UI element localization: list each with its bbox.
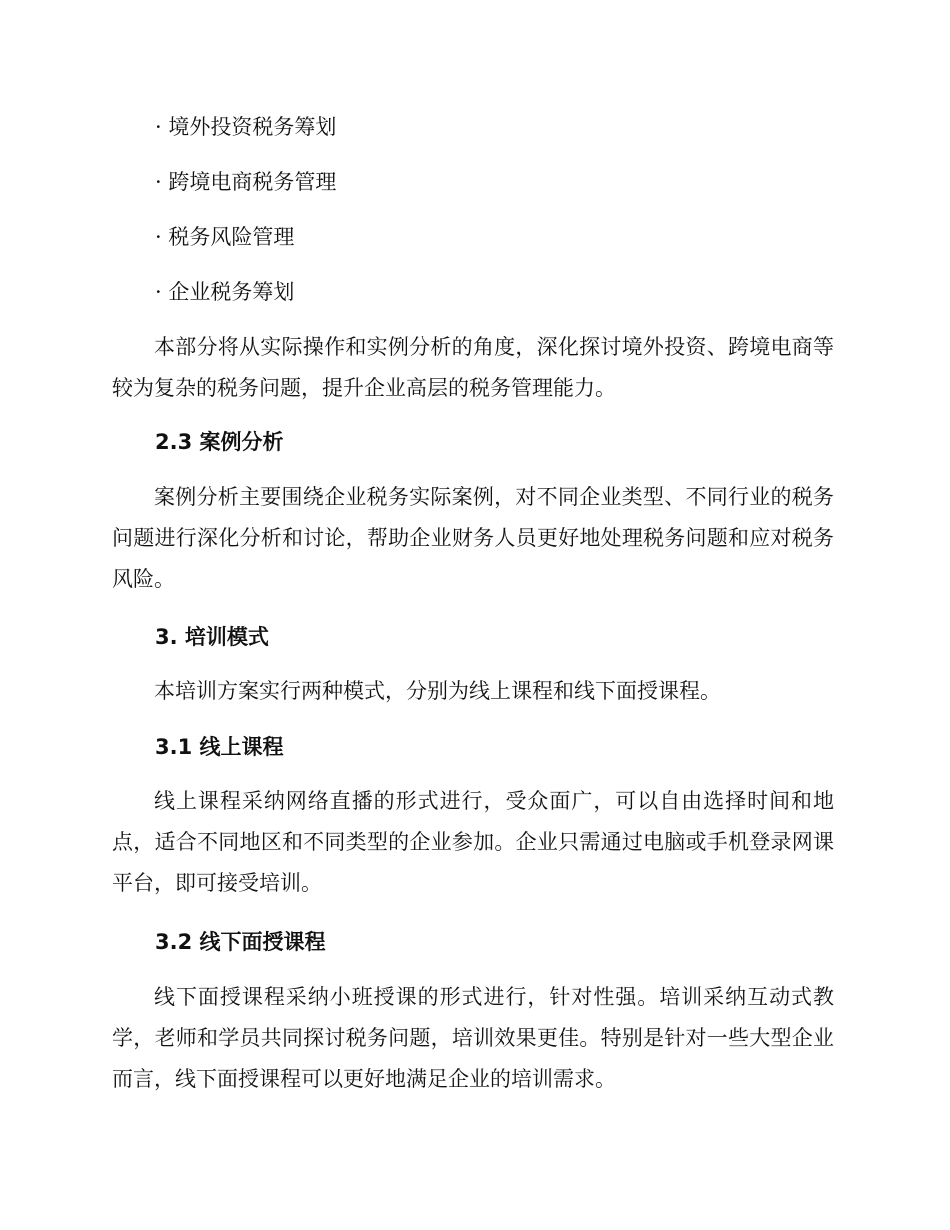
section-heading: 3.2 线下面授课程 — [155, 930, 326, 954]
paragraph: 线上课程采纳网络直播的形式进行，受众面广，可以自由选择时间和地点，适合不同地区和不同类型的企业参加。企业只需通过电脑或手机登录网课平台，即可接受培训。 — [112, 789, 834, 895]
bullet-item: · 企业税务筹划 — [155, 280, 295, 304]
bullet-item: · 跨境电商税务管理 — [155, 170, 337, 194]
section-heading: 3. 培训模式 — [155, 625, 269, 649]
paragraph: 本培训方案实行两种模式，分别为线上课程和线下面授课程。 — [154, 679, 721, 703]
section-heading: 3.1 线上课程 — [155, 735, 284, 759]
paragraph: 案例分析主要围绕企业税务实际案例，对不同企业类型、不同行业的税务问题进行深化分析和讨论，帮助企业财务人员更好地处理税务问题和应对税务风险。 — [112, 485, 834, 591]
bullet-item: · 税务风险管理 — [155, 225, 295, 249]
paragraph: 本部分将从实际操作和实例分析的角度，深化探讨境外投资、跨境电商等较为复杂的税务问题，提升企业高层的税务管理能力。 — [112, 335, 834, 400]
paragraph: 线下面授课程采纳小班授课的形式进行，针对性强。培训采纳互动式教学，老师和学员共同探讨税务问题，培训效果更佳。特别是针对一些大型企业而言，线下面授课程可以更好地满足企业的培训需求。 — [112, 985, 834, 1091]
bullet-item: · 境外投资税务筹划 — [155, 115, 337, 139]
section-heading: 2.3 案例分析 — [155, 430, 284, 454]
